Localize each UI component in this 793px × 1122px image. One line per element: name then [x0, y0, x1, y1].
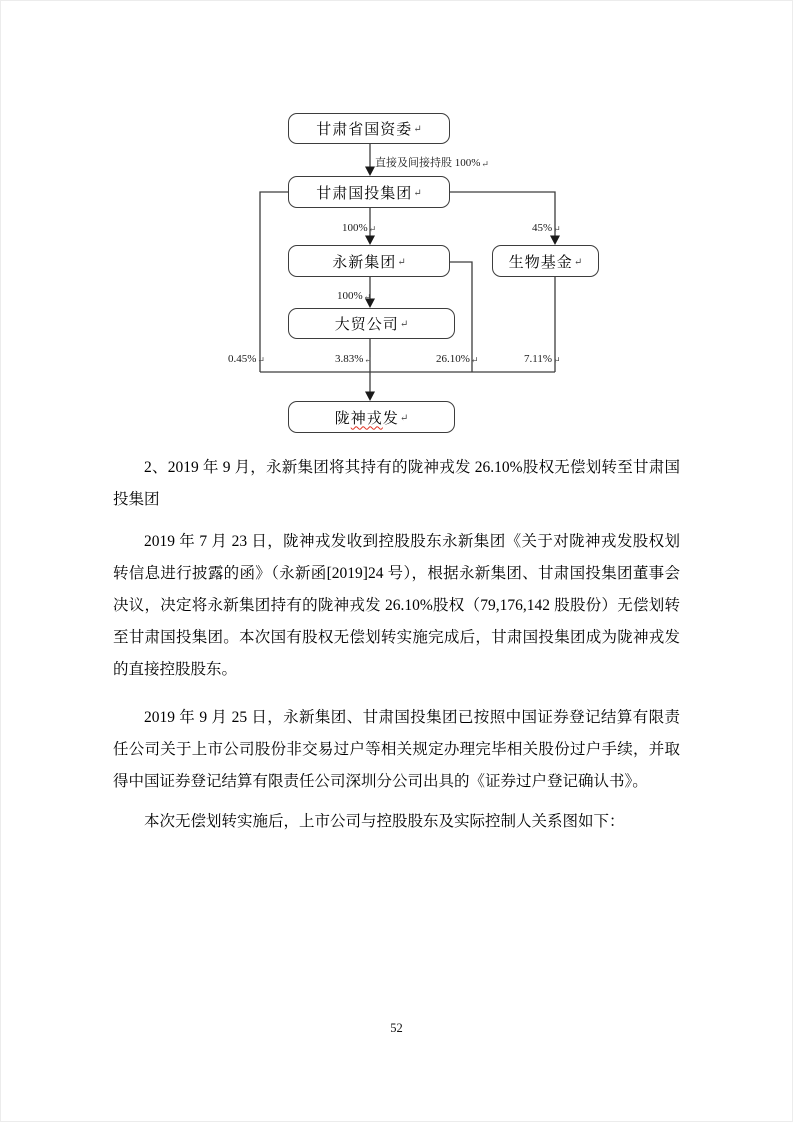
edge-label-3-83: 3.83%↵	[335, 353, 372, 365]
paragraph-return-mark: ↵	[573, 256, 583, 268]
node-label: 陇	[334, 410, 351, 427]
equity-structure-diagram	[0, 105, 793, 450]
node-label: 甘肃国投集团	[316, 185, 413, 202]
paragraph-transfer-decision: 2019 年 7 月 23 日，陇神戎发收到控股股东永新集团《关于对陇神戎发股权划转信息进行披露的函》（永新函[2019]24 号），根据永新集团、甘肃国投集团董事会决议，决定将永新集团持有的陇神戎发 26.10%股权（79,176,142 股股份）无偿划转至甘肃国投集团。本次国有股权无偿划转实施完成后，甘肃国投集团成为陇神戎发的直接控股股东。	[113, 533, 680, 678]
paragraph-return-mark: ↵	[470, 355, 479, 365]
paragraph-return-mark: ↵	[553, 355, 561, 365]
node-label: 发	[382, 410, 399, 427]
paragraph-return-mark: ↵	[413, 187, 422, 199]
node-label: 永新集团	[332, 254, 397, 271]
connector-group-to-bus	[260, 192, 288, 372]
edge-label-26-10: 26.10%↵	[436, 353, 479, 365]
edge-label-0-45: 0.45%↵	[228, 353, 265, 365]
node-damao-company	[288, 308, 455, 339]
paragraph-return-mark: ↵	[399, 319, 409, 330]
section-heading: 2、2019 年 9 月，永新集团将其持有的陇神戎发 26.10%股权无偿划转至甘肃国投集团	[113, 459, 680, 508]
page-number: 52	[390, 1021, 403, 1035]
paragraph-return-mark: ↵	[363, 292, 372, 302]
paragraph-return-mark: ↵	[364, 355, 372, 365]
node-longshen-rongfa	[288, 401, 455, 433]
edge-label-100-group-yongxin: 100%↵	[342, 222, 377, 234]
node-provincial-sasac	[288, 113, 450, 144]
node-label: 大贸公司	[334, 317, 399, 333]
node-label: 生物基金	[508, 254, 573, 271]
paragraph-return-mark: ↵	[413, 124, 422, 135]
paragraph-return-mark: ↵	[481, 159, 489, 169]
paragraph-return-mark: ↵	[368, 224, 377, 234]
node-label: 甘肃省国资委	[316, 122, 413, 138]
edge-label-45-group-biofund: 45%↵	[532, 222, 561, 234]
edge-label-7-11: 7.11%↵	[524, 353, 561, 365]
edge-label-100-yongxin-damao: 100%↵	[337, 290, 372, 302]
paragraph-return-mark: ↵	[397, 256, 406, 268]
paragraph-return-mark: ↵	[257, 355, 265, 365]
paragraph-relationship-intro: 本次无偿划转实施后，上市公司与控股股东及实际控制人关系图如下：	[144, 813, 625, 830]
node-yongxin-group	[288, 245, 450, 277]
paragraph-return-mark: ↵	[553, 224, 561, 234]
paragraph-return-mark: ↵	[399, 412, 409, 424]
node-gansu-guotou-group	[288, 176, 450, 208]
paragraph-registration-completed: 2019 年 9 月 25 日，永新集团、甘肃国投集团已按照中国证券登记结算有限责任公司关于上市公司股份非交易过户等相关规定办理完毕相关股份过户手续，并取得中国证券登记结算有限责任公司深圳分公司出具的《证券过户登记确认书》。	[113, 709, 680, 790]
edge-label-direct-indirect-100: 直接及间接持股 100%↵	[375, 157, 489, 169]
body-text	[113, 452, 680, 838]
spellcheck-squiggle-text: 神戎	[350, 410, 383, 427]
node-bio-fund	[492, 245, 599, 277]
